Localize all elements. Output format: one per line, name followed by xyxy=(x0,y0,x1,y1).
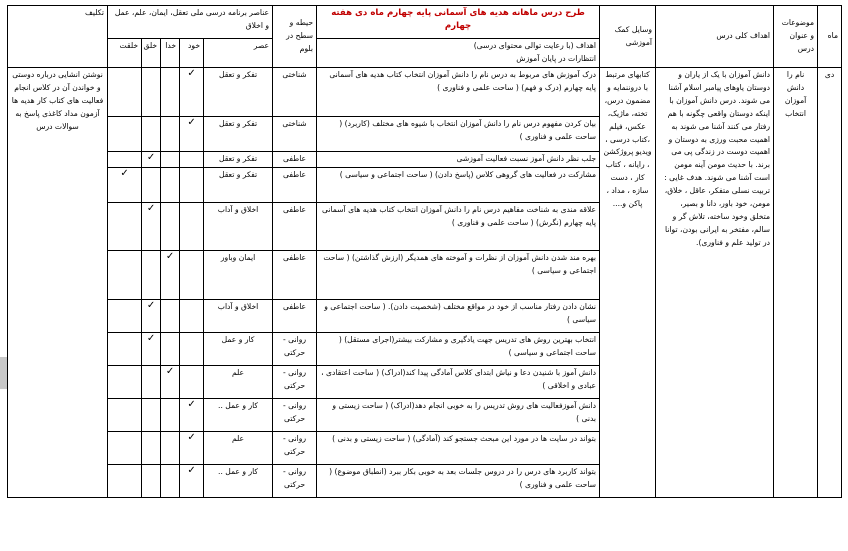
homework-header-text: تکلیف xyxy=(85,8,104,17)
goals-subtitle-2: انتظارات در پایان آموزش xyxy=(516,53,597,63)
check-god xyxy=(161,332,180,365)
check-self xyxy=(180,167,204,202)
element-cell: تفکر و تعقل xyxy=(204,117,273,152)
check-self xyxy=(180,299,204,332)
goal-cell: بیان کردن مفهوم درس نام را دانش آموزان انتخاب با شیوه های مختلف (کاربرد) ( ساحت علمی و فناوری ) xyxy=(317,117,600,152)
check-god xyxy=(161,398,180,431)
check-creation xyxy=(142,431,161,464)
homework-cell: نوشتن انشایی درباره دوستی و خواندن آن در کلاس انجام فعالیت های کتاب کار هدیه ها آزمون مداد کاغذی پاسخ به سوالات درس xyxy=(8,68,108,498)
check-nature xyxy=(108,202,142,250)
check-god xyxy=(161,167,180,202)
lesson-plan-table xyxy=(7,5,842,498)
check-self xyxy=(180,152,204,168)
homework-header xyxy=(8,6,108,68)
domain-cell: عاطفی xyxy=(273,152,317,168)
check-self xyxy=(180,332,204,365)
domain-cell: عاطفی xyxy=(273,167,317,202)
goal-cell: انتخاب بهترین روش های تدریس جهت یادگیری و مشارکت بیشتر(اجرای مستقل) ( ساحت اجتماعی و سیاسی ) xyxy=(317,332,600,365)
check-creation: ✓ xyxy=(142,152,161,168)
check-god: ✓ xyxy=(161,250,180,299)
check-creation: ✓ xyxy=(142,202,161,250)
check-self: ✓ xyxy=(180,464,204,497)
goal-cell: نشان دادن رفتار مناسب از خود در مواقع مختلف (شخصیت دادن). ( ساحت اجتماعی و سیاسی ) xyxy=(317,299,600,332)
check-nature xyxy=(108,152,142,168)
general-goals-cell: دانش آموزان با یک از یاران و دوستان یاوهای پیامبر اسلام آشنا می شوند. درس دانش آموزان با اینکه دوستان واقعی چگونه با هم رفتار می کنند آشنا می شوند به اهمیت محبت ورزی به دوستان و اهمیت دوست در زندگی پی می برند. با حدیث مومن آینه مومن است آشنا می شوند. هدف غایی : تربیت نسلی متفکر، عاقل ، خلاق، مومن، خود باور، دانا و بصیر، متخلق وخود ساخته، تلاش گر و سالم، مفتخر به ایرانی بودن، توانا در تولید علم و فناوری). xyxy=(656,68,774,498)
check-creation xyxy=(142,464,161,497)
check-god xyxy=(161,68,180,117)
plan-title xyxy=(317,6,600,39)
domain-cell: روانی - حرکتی xyxy=(273,332,317,365)
goal-cell: بتواند کاربرد های درس را در دروس جلسات بعد به خوبی بکار ببرد (انطباق موضوع) ( ساحت علمی و فناوری ) xyxy=(317,464,600,497)
element-cell: کار و عمل xyxy=(204,332,273,365)
tools-header: وسایل کمک آموزشی xyxy=(600,6,656,68)
header-row-1 xyxy=(8,6,842,39)
check-god xyxy=(161,152,180,168)
element-cell: اخلاق و آداب xyxy=(204,299,273,332)
domain-header: حیطه و سطح در بلوم xyxy=(273,6,317,68)
table-row xyxy=(8,68,842,117)
element-cell: اخلاق و آداب xyxy=(204,202,273,250)
elements-header: عناصر برنامه درسی ملی تعقل، ایمان، علم، عمل و اخلاق xyxy=(108,6,273,39)
check-creation xyxy=(142,117,161,152)
domain-cell: عاطفی xyxy=(273,202,317,250)
relation-god-header: خدا xyxy=(161,39,180,68)
check-god xyxy=(161,431,180,464)
check-nature: ✓ xyxy=(108,167,142,202)
check-creation xyxy=(142,68,161,117)
check-self xyxy=(180,250,204,299)
check-nature xyxy=(108,332,142,365)
check-creation xyxy=(142,167,161,202)
element-cell: علم xyxy=(204,431,273,464)
check-nature xyxy=(108,250,142,299)
element-col-header: عصر xyxy=(204,39,273,68)
goal-cell: جلب نظر دانش آموز نسبت فعالیت آموزشی xyxy=(317,152,600,168)
domain-cell: روانی - حرکتی xyxy=(273,464,317,497)
goal-cell: درک آموزش های مربوط به درس نام را دانش آموزان انتخاب کتاب هدیه های آسمانی پایه چهارم (درک و فهم) ( ساحت علمی و فناوری ) xyxy=(317,68,600,117)
element-cell: تفکر و تعقل xyxy=(204,152,273,168)
check-self: ✓ xyxy=(180,68,204,117)
goal-cell: بتواند در سایت ها در مورد این مبحث جستجو کند (آمادگی) ( ساحت زیستی و بدنی ) xyxy=(317,431,600,464)
check-god xyxy=(161,464,180,497)
domain-cell: عاطفی xyxy=(273,299,317,332)
check-god xyxy=(161,117,180,152)
goal-cell: دانش آموزفعالیت های روش تدریس را به خوبی انجام دهد(ادراک) ( ساحت زیستی و بدنی ) xyxy=(317,398,600,431)
check-god xyxy=(161,299,180,332)
domain-cell: شناختی xyxy=(273,117,317,152)
check-nature xyxy=(108,464,142,497)
check-self xyxy=(180,365,204,398)
check-creation: ✓ xyxy=(142,332,161,365)
check-self: ✓ xyxy=(180,431,204,464)
domain-cell: روانی - حرکتی xyxy=(273,431,317,464)
check-creation: ✓ xyxy=(142,299,161,332)
month-header: ماه xyxy=(818,6,842,68)
domain-cell: عاطفی xyxy=(273,250,317,299)
element-cell: علم xyxy=(204,365,273,398)
relation-self-header: خود xyxy=(180,39,204,68)
plan-title-text: طرح درس ماهانه هدیه های آسمانی پایه چهارم ماه دی هفته چهارم xyxy=(331,8,585,32)
element-cell: کار و عمل .. xyxy=(204,464,273,497)
goals-subheader xyxy=(317,39,600,68)
check-nature xyxy=(108,68,142,117)
general-goals-header: اهداف کلی درس xyxy=(656,6,774,68)
element-cell: تفکر و تعقل xyxy=(204,167,273,202)
relation-nature-header: خلقت xyxy=(108,39,142,68)
check-creation xyxy=(142,398,161,431)
goals-subtitle: اهداف (با رعایت توالی محتوای درسی) xyxy=(473,41,597,50)
check-nature xyxy=(108,299,142,332)
tools-cell: کتابهای مرتبط با دروننمایه و مضمون درس، تخته، ماژیک، عکس، فیلم ،کتاب درسی ، ویدیو پروژکشن ، رایانه ، کتاب کار ، دست سازه ، مداد ، پاکن و.... xyxy=(600,68,656,498)
check-nature xyxy=(108,365,142,398)
check-god: ✓ xyxy=(161,365,180,398)
month-cell: دی xyxy=(818,68,842,498)
domain-cell: روانی - حرکتی xyxy=(273,365,317,398)
check-nature xyxy=(108,117,142,152)
check-self: ✓ xyxy=(180,117,204,152)
check-creation xyxy=(142,250,161,299)
topics-header: موضوعات و عنوان درس xyxy=(774,6,818,68)
check-creation xyxy=(142,365,161,398)
element-cell: تفکر و تعقل xyxy=(204,68,273,117)
goal-cell: دانش آموز با شنیدن دعا و نیاش ابتدای کلاس آمادگی پیدا کند(ادراک) ( ساحت اعتقادی ، عبادی و اخلاقی ) xyxy=(317,365,600,398)
check-nature xyxy=(108,398,142,431)
scrollbar-handle[interactable] xyxy=(0,357,7,389)
goal-cell: مشارکت در فعالیت های گروهی کلاس (پاسخ دادن) ( ساحت اجتماعی و سیاسی ) xyxy=(317,167,600,202)
element-cell: ایمان وباور xyxy=(204,250,273,299)
goal-cell: بهره مند شدن دانش آموزان از نظرات و آموخته های همدیگر (ارزش گذاشتن) ( ساحت اجتماعی و سیاسی ) xyxy=(317,250,600,299)
check-self: ✓ xyxy=(180,398,204,431)
topic-cell: نام را دانش آموزان انتخاب xyxy=(774,68,818,498)
domain-cell: روانی - حرکتی xyxy=(273,398,317,431)
relation-creation-header: خلق xyxy=(142,39,161,68)
check-god xyxy=(161,202,180,250)
check-nature xyxy=(108,431,142,464)
goal-cell: علاقه مندی به شناخت مفاهیم درس نام را دانش آموزان انتخاب کتاب هدیه های آسمانی پایه چهارم (نگرش) ( ساحت علمی و فناوری ) xyxy=(317,202,600,250)
check-self xyxy=(180,202,204,250)
domain-cell: شناختی xyxy=(273,68,317,117)
element-cell: کار و عمل .. xyxy=(204,398,273,431)
